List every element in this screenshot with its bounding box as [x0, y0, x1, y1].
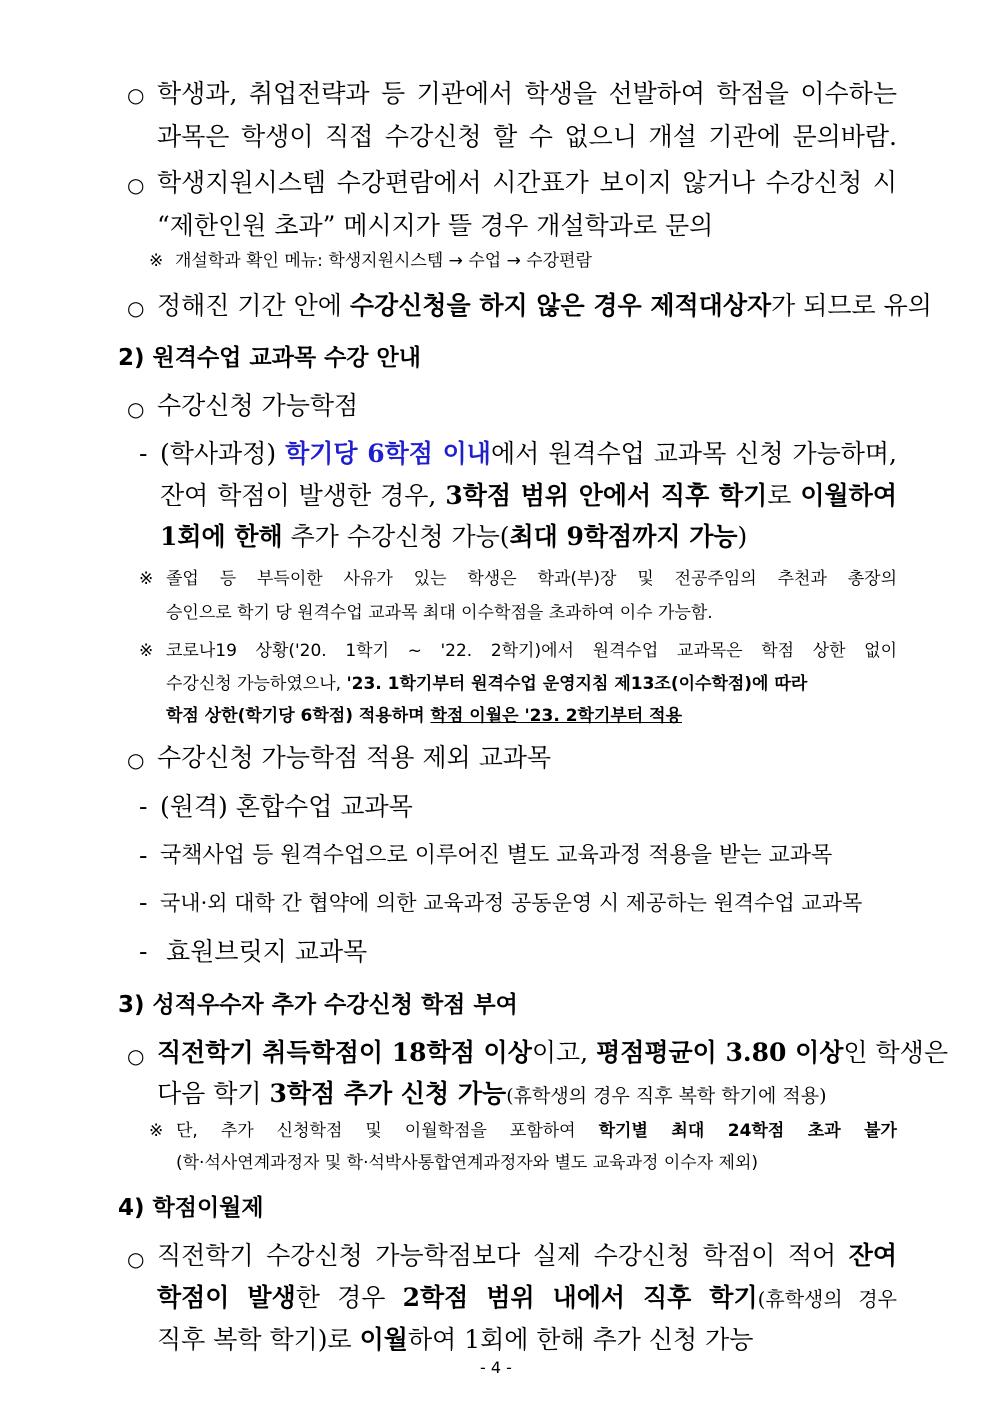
bullet-circle: ○ [127, 173, 145, 197]
note-line: 개설학과 확인 메뉴: 학생지원시스템 → 수업 → 수강편람 [175, 251, 592, 271]
note-line: 수강신청 가능하였으나, '23. 1학기부터 원격수업 운영지침 제13조(이수학점)에 따라 [166, 674, 808, 694]
bullet-circle: ○ [127, 83, 145, 107]
bullet-dash: - [139, 439, 148, 468]
text-line: 학점이 발생한 경우 2학점 범위 내에서 직후 학기(휴학생의 경우 [157, 1283, 897, 1312]
list-item: 국내·외 대학 간 협약에 의한 교육과정 공동운영 시 제공하는 원격수업 교과목 [160, 891, 863, 915]
list-item: 국책사업 등 원격수업으로 이루어진 별도 교육과정 적용을 받는 교과목 [160, 843, 833, 868]
bullet-circle: ○ [127, 1247, 145, 1271]
note-mark: ※ [149, 1121, 164, 1141]
text-line: “제한인원 초과” 메시지가 뜰 경우 개설학과로 문의 [157, 211, 714, 240]
text-line: 수강신청 가능학점 적용 제외 교과목 [157, 743, 552, 772]
bullet-circle: ○ [127, 296, 145, 320]
note-line: (학·석사연계과정자 및 학·석박사통합연계과정자와 별도 교육과정 이수자 제외) [176, 1153, 758, 1173]
section-heading: 3) 성적우수자 추가 수강신청 학점 부여 [118, 992, 518, 1018]
text-line: 직전학기 취득학점이 18학점 이상이고, 평점평균이 3.80 이상인 학생은 [157, 1038, 948, 1067]
bullet-circle: ○ [127, 748, 145, 772]
bullet-dash: - [139, 888, 148, 917]
note-line: 졸업 등 부득이한 사유가 있는 학생은 학과(부)장 및 전공주임의 추천과 총장의 [166, 569, 897, 589]
note-mark: ※ [139, 641, 154, 661]
note-mark: ※ [149, 251, 164, 271]
text-line: 학생지원시스템 수강편람에서 시간표가 보이지 않거나 수강신청 시 [157, 168, 897, 197]
text-line: (학사과정) 학기당 6학점 이내에서 원격수업 교과목 신청 가능하며, [160, 439, 897, 468]
bullet-dash: - [139, 792, 148, 821]
text-line: 과목은 학생이 직접 수강신청 할 수 없으니 개설 기관에 문의바람. [157, 122, 897, 151]
note-line: 단, 추가 신청학점 및 이월학점을 포함하여 학기별 최대 24학점 초과 불가 [176, 1121, 897, 1141]
list-item: 효원브릿지 교과목 [166, 937, 368, 966]
text-line: 직후 복학 학기)로 이월하여 1회에 한해 추가 신청 가능 [157, 1325, 754, 1354]
bullet-dash: - [139, 841, 148, 870]
note-mark: ※ [139, 569, 154, 589]
section-heading: 2) 원격수업 교과목 수강 안내 [118, 345, 421, 371]
text-line: 직전학기 수강신청 가능학점보다 실제 수강신청 학점이 적어 잔여 [157, 1241, 897, 1270]
bullet-circle: ○ [127, 397, 145, 421]
note-line: 코로나19 상황('20. 1학기 ~ '22. 2학기)에서 원격수업 교과목은 학점 상한 없이 [166, 641, 897, 661]
text-line: 수강신청 가능학점 [157, 391, 359, 420]
bullet-circle: ○ [127, 1044, 145, 1068]
note-line: 학점 상한(학기당 6학점) 적용하며 학점 이월은 '23. 2학기부터 적용 [166, 706, 682, 726]
section-heading: 4) 학점이월제 [118, 1195, 264, 1221]
text-line: 1회에 한해 추가 수강신청 가능(최대 9학점까지 가능) [160, 522, 748, 551]
note-line: 승인으로 학기 당 원격수업 교과목 최대 이수학점을 초과하여 이수 가능함. [166, 603, 713, 623]
text-line: 잔여 학점이 발생한 경우, 3학점 범위 안에서 직후 학기로 이월하여 [160, 481, 897, 510]
text-line: 학생과, 취업전략과 등 기관에서 학생을 선발하여 학점을 이수하는 [157, 79, 897, 108]
bullet-dash: - [139, 937, 148, 966]
text-line: 다음 학기 3학점 추가 신청 가능(휴학생의 경우 직후 복학 학기에 적용) [157, 1079, 827, 1108]
list-item: (원격) 혼합수업 교과목 [160, 792, 413, 821]
page-number: - 4 - [480, 1358, 512, 1377]
text-line: 정해진 기간 안에 수강신청을 하지 않은 경우 제적대상자가 되므로 유의 [157, 291, 932, 320]
